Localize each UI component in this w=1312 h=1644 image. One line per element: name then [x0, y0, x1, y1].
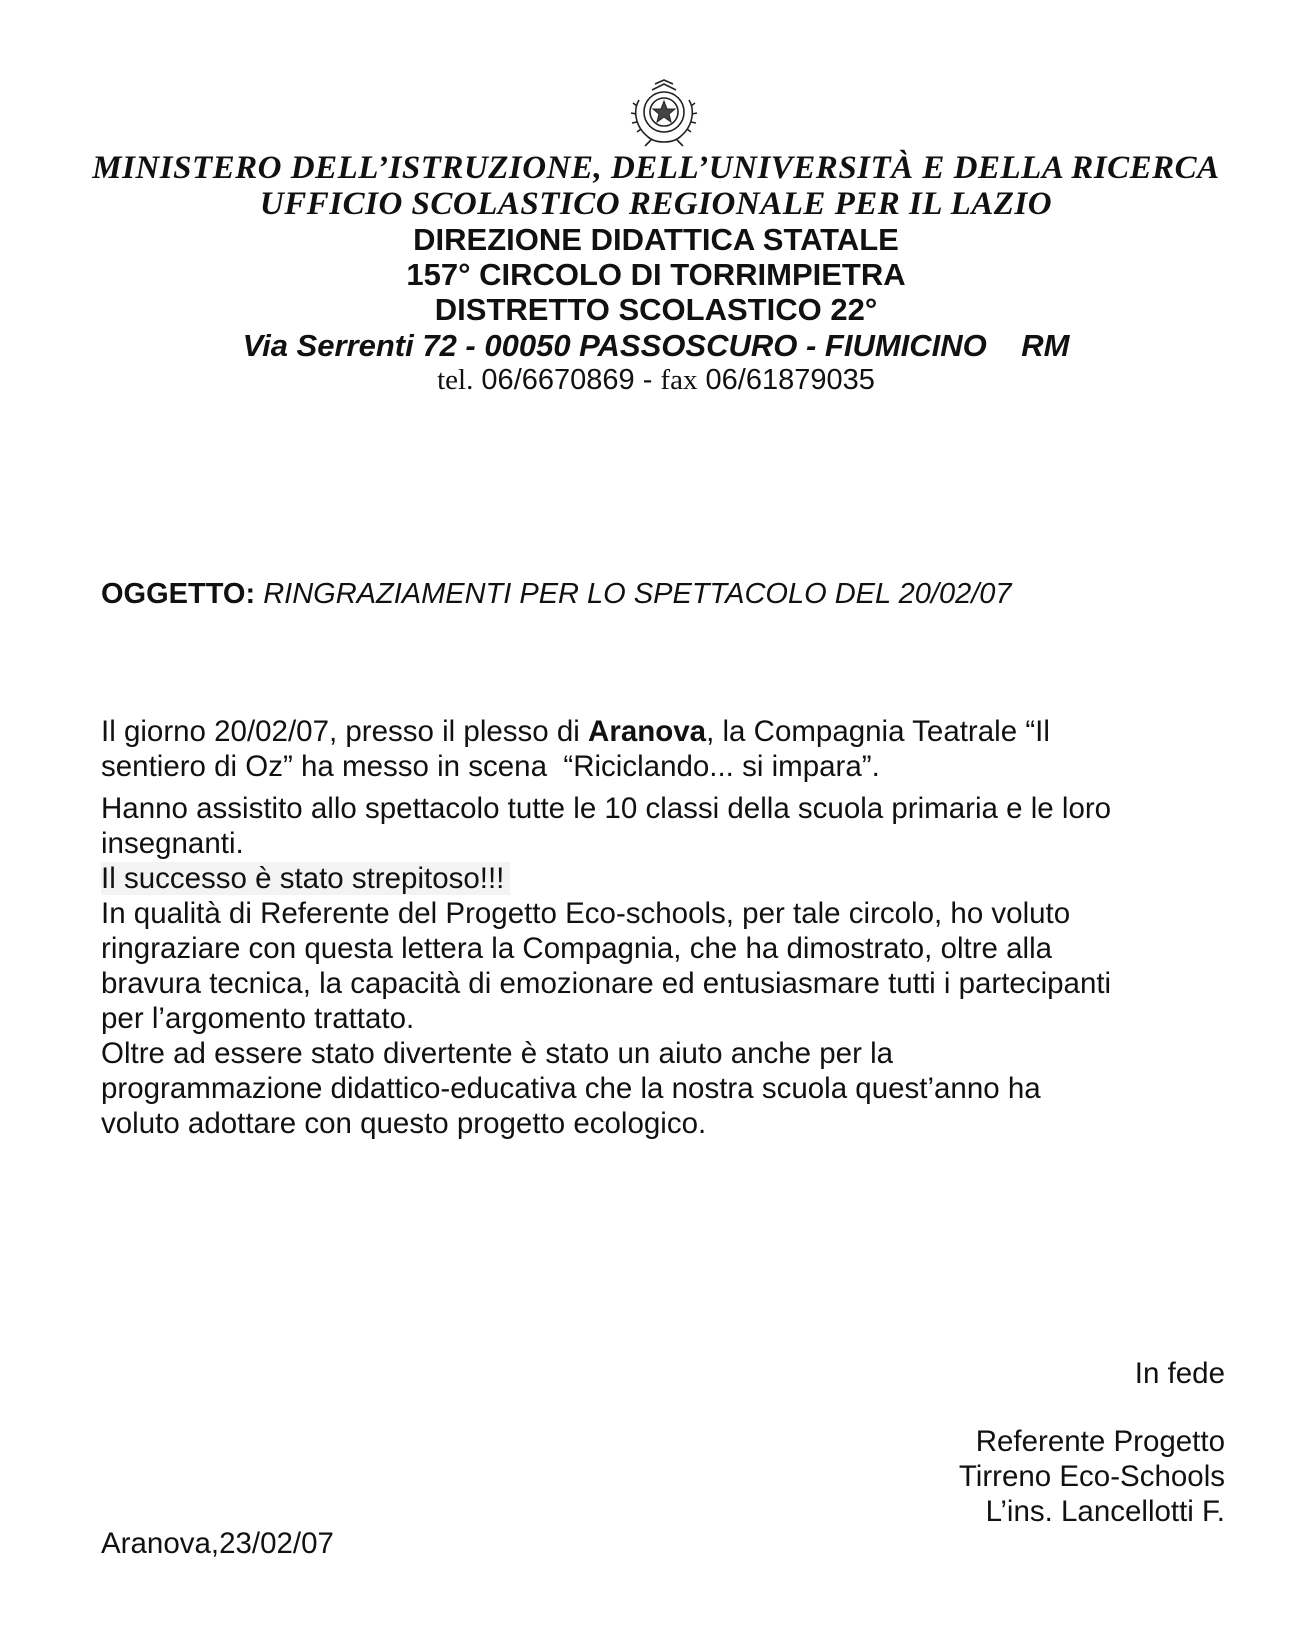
subject-label: OGGETTO: [101, 578, 256, 610]
signature-block [959, 1424, 1225, 1529]
body-text-fragment: Il giorno 20/02/07, presso il plesso di [101, 715, 589, 748]
signer-role-line-2: Tirreno Eco-Schools [958, 1460, 1225, 1493]
highlighted-success-sentence: Il successo è stato strepitoso!!! [101, 862, 510, 895]
circle-heading: 157° CIRCOLO DI TORRIMPIETRA [406, 257, 906, 292]
body-line: sentiero di Oz” ha messo in scena “Riciclando... si impara”. [101, 750, 880, 783]
letter-body [101, 714, 1241, 1141]
tel-label: tel. [437, 364, 474, 396]
address-line: Via Serrenti 72 - 00050 PASSOSCURO - FIUMICINO RM [242, 328, 1070, 363]
subject-text: RINGRAZIAMENTI PER LO SPETTACOLO DEL 20/02/07 [255, 578, 1012, 610]
body-line: Hanno assistito allo spettacolo tutte le 10 classi della scuola primaria e le loro [101, 792, 1112, 825]
direction-heading: DIREZIONE DIDATTICA STATALE [413, 222, 899, 257]
body-line: bravura tecnica, la capacità di emozionare ed entusiasmare tutti i partecipanti [101, 967, 1112, 1000]
body-line: ringraziare con questa lettera la Compagnia, che ha dimostrato, oltre alla [101, 932, 1053, 965]
body-line [101, 714, 1241, 749]
place-and-date: Aranova,23/02/07 [101, 1527, 334, 1560]
fax-label: fax [660, 364, 698, 396]
tel-number: 06/6670869 - [473, 364, 661, 396]
contact-line [0, 364, 1312, 397]
closing-salutation: In fede [1134, 1357, 1225, 1390]
body-line: insegnanti. [101, 827, 244, 860]
body-line: programmazione didattico-educativa che la nostra scuola quest’anno ha [101, 1072, 1041, 1105]
body-line: per l’argomento trattato. [101, 1002, 415, 1035]
signer-role-line-1: Referente Progetto [975, 1425, 1225, 1458]
district-heading: DISTRETTO SCOLASTICO 22° [434, 292, 878, 327]
body-line: Oltre ad essere stato divertente è stato un aiuto anche per la [101, 1037, 894, 1070]
body-line [101, 861, 1241, 896]
subject-line [101, 578, 1012, 611]
place-name-bold: Aranova [588, 715, 707, 748]
signer-name: L’ins. Lancellotti F. [985, 1495, 1225, 1528]
paragraph-gap [101, 784, 1241, 791]
body-line: In qualità di Referente del Progetto Eco-schools, per tale circolo, ho voluto [101, 897, 1071, 930]
ministry-heading: MINISTERO DELL’ISTRUZIONE, DELL’UNIVERSITÀ E DELLA RICERCA [92, 150, 1220, 186]
body-text-fragment: , la Compagnia Teatrale “Il [706, 715, 1050, 748]
regional-office-heading: UFFICIO SCOLASTICO REGIONALE PER IL LAZIO [259, 186, 1053, 222]
body-line: voluto adottare con questo progetto ecologico. [101, 1107, 707, 1140]
italian-republic-emblem-icon [625, 78, 703, 150]
fax-number: 06/61879035 [697, 364, 875, 396]
